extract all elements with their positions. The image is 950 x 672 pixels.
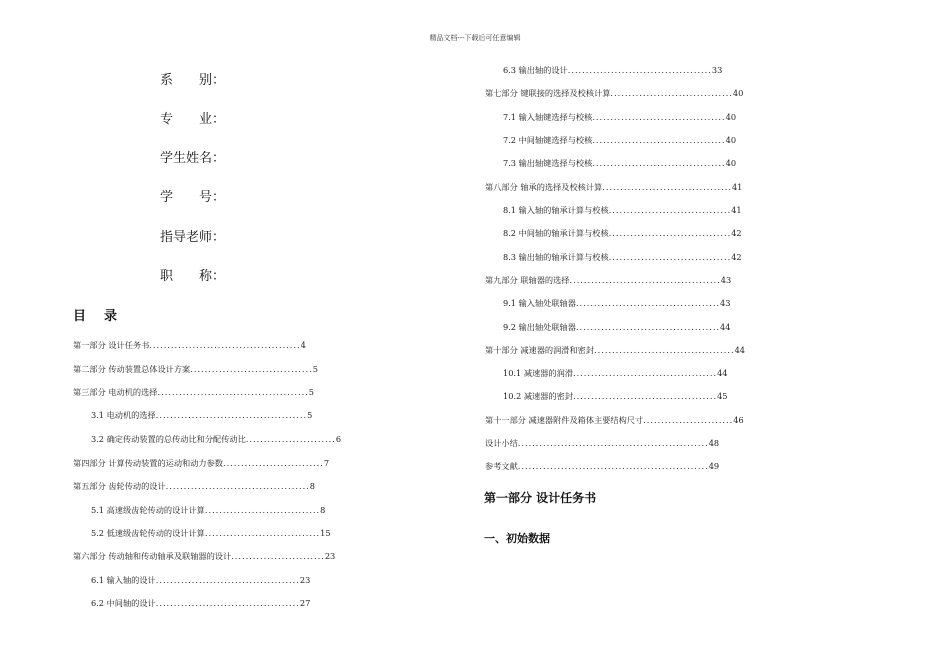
toc-leader: ................................ [204, 528, 321, 538]
toc-entry-label: 6.1 输入轴的设计 [91, 575, 156, 585]
toc-entry[interactable] [485, 345, 745, 356]
info-field-advisor: 指导老师： [160, 230, 226, 245]
toc-entry[interactable] [91, 434, 341, 445]
toc-entry-label: 第九部分 联轴器的选择 [485, 275, 570, 285]
toc-entry[interactable] [503, 65, 722, 76]
toc-leader: .......................................... [149, 340, 301, 350]
toc-entry[interactable] [503, 298, 730, 309]
toc-leader: .......................................... [157, 387, 309, 397]
toc-page-number: 49 [708, 461, 720, 471]
toc-page-number: 40 [725, 112, 737, 122]
toc-leader: .................................. [608, 205, 732, 215]
page-header: 精品文档---下载后可任意编辑 [429, 34, 521, 42]
toc-entry[interactable] [91, 575, 310, 586]
toc-entry-label: 第八部分 轴承的选择及校核计算 [485, 182, 603, 192]
toc-page-number: 41 [731, 205, 742, 215]
info-field-major: 专 业： [160, 112, 226, 127]
info-field-student-id: 学 号： [160, 190, 226, 205]
info-field-title: 职 称： [160, 269, 226, 284]
toc-entry-label: 6.2 中间轴的设计 [91, 598, 156, 608]
toc-leader: .......................................... [569, 275, 721, 285]
toc-page-number: 33 [711, 65, 723, 75]
toc-entry[interactable] [503, 112, 736, 123]
toc-entry-label: 8.1 输入轴的轴承计算与校核 [503, 205, 609, 215]
toc-entry-label: 设计小结 [485, 438, 518, 448]
toc-entry[interactable] [73, 481, 315, 492]
toc-entry[interactable] [503, 368, 728, 379]
toc-page-number: 48 [708, 438, 720, 448]
toc-page-number: 5 [312, 364, 318, 374]
toc-entry-label: 5.2 低速级齿轮传动的设计计算 [91, 528, 205, 538]
toc-entry-label: 第三部分 电动机的选择 [73, 387, 158, 397]
toc-entry[interactable] [91, 505, 325, 516]
toc-page-number: 23 [299, 575, 311, 585]
toc-entry[interactable] [485, 88, 743, 99]
toc-entry[interactable] [485, 438, 719, 449]
toc-entry[interactable] [503, 322, 730, 333]
toc-entry[interactable] [73, 551, 335, 562]
toc-leader: ........................................ [572, 368, 718, 378]
toc-entry[interactable] [503, 205, 742, 216]
toc-title: 目录 [73, 309, 136, 324]
toc-leader: ............................ [222, 458, 324, 468]
toc-entry-label: 9.2 输出轴处联轴器 [503, 322, 576, 332]
toc-page-number: 27 [299, 598, 311, 608]
toc-leader: ........................................ [165, 481, 310, 491]
toc-entry[interactable] [91, 598, 310, 609]
toc-leader: ........................................ [575, 298, 721, 308]
toc-entry[interactable] [503, 391, 728, 402]
toc-leader: ........................................ [567, 65, 712, 75]
toc-entry[interactable] [503, 252, 742, 263]
toc-entry-label: 10.1 减速器的润滑 [503, 368, 573, 378]
toc-page-number: 8 [309, 481, 315, 491]
toc-page-number: 15 [320, 528, 331, 538]
toc-entry[interactable] [503, 158, 736, 169]
toc-page-number: 40 [725, 135, 737, 145]
toc-entry[interactable] [73, 458, 329, 469]
toc-page-number: 46 [733, 415, 744, 425]
toc-leader: ................................ [204, 505, 321, 515]
toc-leader: ..................................................... [517, 461, 709, 471]
toc-entry[interactable] [485, 415, 744, 426]
toc-page-number: 4 [300, 340, 306, 350]
toc-leader: .................................. [608, 228, 732, 238]
toc-leader: .................................... [602, 182, 732, 192]
toc-page-number: 43 [720, 275, 732, 285]
toc-entry-label: 第十一部分 减速器附件及箱体主要结构尺寸 [485, 415, 644, 425]
toc-leader: .................................. [610, 88, 733, 98]
section-heading: 第一部分 设计任务书 [484, 491, 597, 505]
toc-leader: .......................... [231, 551, 325, 561]
toc-page-number: 23 [324, 551, 336, 561]
toc-page-number: 7 [323, 458, 330, 468]
info-field-department: 系 别： [160, 73, 226, 88]
toc-leader: .................................. [608, 252, 732, 262]
toc-entry-label: 第五部分 齿轮传动的设计 [73, 481, 166, 491]
toc-page-number: 40 [725, 158, 737, 168]
toc-entry[interactable] [73, 340, 306, 351]
toc-leader: ......................... [643, 415, 734, 425]
toc-entry[interactable] [485, 275, 731, 286]
toc-entry[interactable] [73, 387, 314, 398]
toc-page-number: 6 [335, 434, 342, 444]
toc-page-number: 5 [308, 387, 315, 397]
toc-leader: ....................................... [594, 345, 735, 355]
subsection-heading: 一、初始数据 [484, 532, 550, 545]
toc-entry-label: 7.1 输入轴键选择与校核 [503, 112, 593, 122]
toc-leader: ..................................... [592, 135, 726, 145]
toc-entry-label: 第四部分 计算传动装置的运动和动力参数 [73, 458, 223, 468]
toc-entry-label: 8.2 中间轴的轴承计算与校核 [503, 228, 609, 238]
toc-entry-label: 9.1 输入轴处联轴器 [503, 298, 576, 308]
toc-entry[interactable] [485, 182, 742, 193]
toc-page-number: 44 [734, 345, 745, 355]
toc-entry-label: 第六部分 传动轴和传动轴承及联轴器的设计 [73, 551, 232, 561]
toc-leader: ......................... [245, 434, 336, 444]
toc-leader: ..................................... [592, 158, 726, 168]
toc-page-number: 42 [731, 228, 742, 238]
toc-entry-label: 第七部分 键联接的选择及校核计算 [485, 88, 611, 98]
toc-entry-label: 7.2 中间轴键选择与校核 [503, 135, 593, 145]
toc-leader: .................................. [190, 364, 313, 374]
toc-entry[interactable] [503, 135, 736, 146]
toc-entry-label: 3.1 电动机的选择 [91, 410, 156, 420]
toc-page-number: 45 [717, 391, 728, 401]
toc-entry-label: 参考文献 [485, 461, 518, 471]
toc-leader: ........................................ [572, 391, 718, 401]
toc-entry[interactable] [485, 461, 719, 472]
toc-leader: ..................................... [592, 112, 726, 122]
toc-entry[interactable] [91, 528, 331, 539]
toc-leader: ..................................................... [517, 438, 709, 448]
toc-entry-label: 第二部分 传动装置总体设计方案 [73, 364, 191, 374]
toc-entry-label: 第一部分 设计任务书 [73, 340, 150, 350]
toc-leader: ........................................ [575, 322, 721, 332]
toc-page-number: 8 [320, 505, 326, 515]
toc-entry-label: 3.2 确定传动装置的总传动比和分配传动比 [91, 434, 246, 444]
toc-page-number: 40 [732, 88, 744, 98]
toc-page-number: 42 [731, 252, 742, 262]
toc-entry[interactable] [503, 228, 742, 239]
toc-leader: ........................................ [155, 575, 300, 585]
toc-leader: ........................................ [155, 598, 300, 608]
toc-entry-label: 7.3 输出轴键选择与校核 [503, 158, 593, 168]
toc-entry[interactable] [73, 364, 318, 375]
toc-entry-label: 10.2 减速器的密封 [503, 391, 573, 401]
toc-page-number: 5 [307, 410, 313, 420]
toc-page-number: 41 [731, 182, 743, 192]
toc-entry-label: 5.1 高速级齿轮传动的设计计算 [91, 505, 205, 515]
toc-entry[interactable] [91, 410, 312, 421]
toc-page-number: 44 [717, 368, 728, 378]
info-field-student-name: 学生姓名： [160, 151, 226, 166]
toc-page-number: 43 [720, 298, 731, 308]
toc-entry-label: 8.3 输出轴的轴承计算与校核 [503, 252, 609, 262]
toc-leader: .......................................... [155, 410, 308, 420]
toc-entry-label: 第十部分 减速器的润滑和密封 [485, 345, 595, 355]
toc-page-number: 44 [720, 322, 731, 332]
toc-entry-label: 6.3 输出轴的设计 [503, 65, 568, 75]
